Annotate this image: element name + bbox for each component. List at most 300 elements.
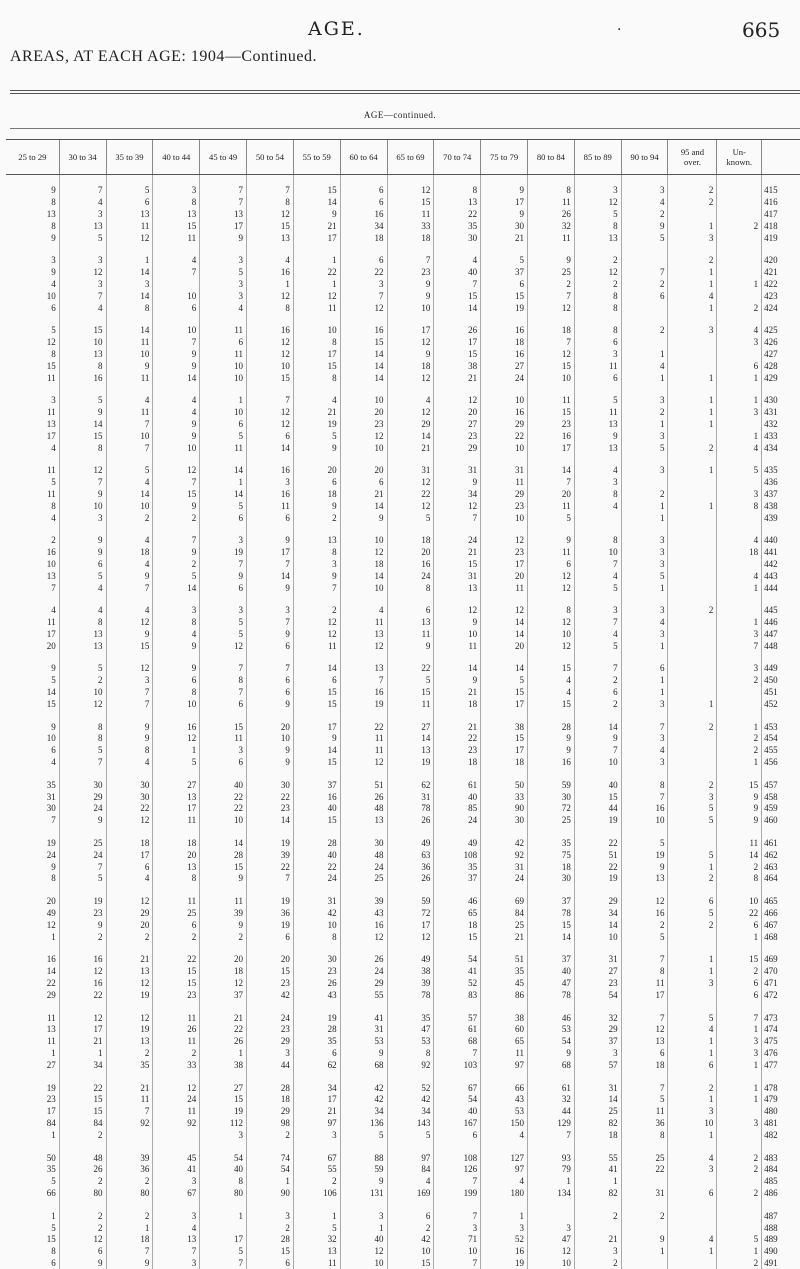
table-cell: 4 xyxy=(621,745,668,757)
table-cell: 7 xyxy=(153,535,200,547)
table-cell: 33 xyxy=(387,220,434,232)
table-cell: 40 xyxy=(434,267,481,279)
table-cell: 2 xyxy=(621,489,668,501)
table-cell: 7 xyxy=(200,687,247,699)
table-cell: 26 xyxy=(200,1036,247,1048)
table-row xyxy=(6,220,800,232)
table-cell: 5 xyxy=(527,512,574,524)
table-cell xyxy=(717,1129,762,1141)
table-cell: 1 xyxy=(527,1176,574,1188)
table-cell: 13 xyxy=(46,1024,56,1035)
table-cell: 18 xyxy=(434,919,481,931)
subtitle-rule xyxy=(10,128,800,129)
table-cell: 15 xyxy=(293,175,340,197)
table-cell: 13 xyxy=(340,663,387,675)
table-cell: 9 xyxy=(574,430,621,442)
table-cell: 74 xyxy=(247,1152,294,1164)
table-cell: 2 xyxy=(293,512,340,524)
row-number-cell: 459 xyxy=(762,803,800,815)
table-cell: 12 xyxy=(434,395,481,407)
table-cell: 15 xyxy=(387,197,434,209)
row-number-cell: 482 xyxy=(762,1129,800,1141)
table-cell: 12 xyxy=(247,407,294,419)
table-cell: 1 xyxy=(668,1036,717,1048)
table-cell: 8 xyxy=(574,535,621,547)
table-cell: 13 xyxy=(387,617,434,629)
table-cell: 4 xyxy=(106,873,153,885)
table-cell: 7 xyxy=(200,197,247,209)
table-cell: 30 xyxy=(106,791,153,803)
table-cell: 6 xyxy=(668,1188,717,1200)
table-cell: 5 xyxy=(153,757,200,769)
table-cell: 59 xyxy=(527,779,574,791)
table-cell: 13 xyxy=(200,209,247,221)
table-cell: 11 xyxy=(47,617,56,628)
table-cell: 50 xyxy=(481,779,528,791)
table-cell: 11 xyxy=(293,302,340,314)
row-number-cell: 420 xyxy=(762,255,800,267)
table-cell: 13 xyxy=(106,209,153,221)
table-cell: 9 xyxy=(717,803,762,815)
table-cell: 15 xyxy=(293,687,340,699)
table-cell: 12 xyxy=(340,931,387,943)
table-cell xyxy=(668,512,717,524)
table-cell: 7 xyxy=(106,687,153,699)
table-row xyxy=(6,1210,800,1222)
table-cell: 23 xyxy=(153,989,200,1001)
table-cell: 72 xyxy=(527,803,574,815)
table-cell: 18 xyxy=(574,1129,621,1141)
table-cell: 14 xyxy=(574,721,621,733)
table-cell: 7 xyxy=(153,337,200,349)
table-cell: 52 xyxy=(481,1234,528,1246)
table-cell: 14 xyxy=(527,931,574,943)
table-cell: 42 xyxy=(340,1082,387,1094)
table-cell xyxy=(668,617,717,629)
table-cell: 12 xyxy=(293,629,340,641)
table-cell: 23 xyxy=(481,500,528,512)
table-row xyxy=(6,966,800,978)
table-cell: 27 xyxy=(46,1059,56,1070)
table-cell: 3 xyxy=(717,1118,762,1130)
group-spacer xyxy=(6,524,800,535)
table-cell: 14 xyxy=(293,663,340,675)
table-cell: 8 xyxy=(153,617,200,629)
table-cell: 12 xyxy=(574,267,621,279)
table-cell: 12 xyxy=(59,465,106,477)
table-cell: 5 xyxy=(200,500,247,512)
table-cell: 2 xyxy=(106,931,153,943)
table-cell: 1 xyxy=(717,582,762,594)
table-cell: 57 xyxy=(574,1059,621,1071)
table-cell: 20 xyxy=(481,570,528,582)
table-cell: 17 xyxy=(293,232,340,244)
table-cell: 6 xyxy=(59,1246,106,1258)
table-cell: 14 xyxy=(481,663,528,675)
table-cell: 1 xyxy=(621,640,668,652)
table-cell: 35 xyxy=(46,779,56,790)
table-cell: 24 xyxy=(434,535,481,547)
table-cell: 33 xyxy=(153,1059,200,1071)
table-cell: 40 xyxy=(527,966,574,978)
table-row xyxy=(6,629,800,641)
table-cell: 18 xyxy=(434,698,481,710)
table-cell: 12 xyxy=(387,931,434,943)
table-cell: 150 xyxy=(481,1118,528,1130)
table-cell: 55 xyxy=(293,1164,340,1176)
table-cell: 22 xyxy=(434,209,481,221)
table-cell: 54 xyxy=(574,989,621,1001)
table-cell: 10 xyxy=(434,629,481,641)
table-cell: 4 xyxy=(387,1176,434,1188)
table-cell: 7 xyxy=(340,290,387,302)
table-cell: 30 xyxy=(527,791,574,803)
table-cell: 48 xyxy=(340,849,387,861)
table-cell: 134 xyxy=(527,1188,574,1200)
table-cell xyxy=(527,1210,574,1222)
row-number-cell: 478 xyxy=(762,1082,800,1094)
table-cell: 10 xyxy=(46,733,56,744)
table-cell: 3 xyxy=(621,559,668,571)
column-header: 40 to 44 xyxy=(153,140,200,175)
table-cell: 3 xyxy=(200,255,247,267)
table-cell: 14 xyxy=(200,465,247,477)
table-cell: 5 xyxy=(106,175,153,197)
table-cell: 5 xyxy=(717,465,762,477)
table-cell: 36 xyxy=(106,1164,153,1176)
table-cell: 9 xyxy=(621,220,668,232)
table-cell: 71 xyxy=(434,1234,481,1246)
table-cell: 17 xyxy=(621,989,668,1001)
table-cell: 112 xyxy=(200,1118,247,1130)
table-cell: 3 xyxy=(668,978,717,990)
table-cell: 8 xyxy=(247,302,294,314)
table-cell: 4 xyxy=(153,395,200,407)
table-cell: 6 xyxy=(153,675,200,687)
table-cell: 1 xyxy=(621,675,668,687)
table-cell: 39 xyxy=(387,978,434,990)
table-cell: 2 xyxy=(574,1258,621,1269)
table-cell: 43 xyxy=(481,1094,528,1106)
table-cell: 10 xyxy=(527,1258,574,1269)
row-number-cell: 452 xyxy=(762,698,800,710)
table-cell: 17 xyxy=(293,721,340,733)
table-cell: 4 xyxy=(668,1152,717,1164)
table-cell: 16 xyxy=(621,908,668,920)
table-cell: 61 xyxy=(527,1082,574,1094)
column-header: 65 to 69 xyxy=(387,140,434,175)
table-cell: 13 xyxy=(340,629,387,641)
table-cell: 34 xyxy=(293,1082,340,1094)
table-cell: 1 xyxy=(668,1246,717,1258)
table-row xyxy=(6,791,800,803)
table-cell: 32 xyxy=(574,1012,621,1024)
table-cell: 9 xyxy=(293,442,340,454)
table-cell: 9 xyxy=(527,745,574,757)
row-number-cell: 456 xyxy=(762,757,800,769)
table-cell: 2 xyxy=(59,675,106,687)
table-cell: 6 xyxy=(621,290,668,302)
table-cell xyxy=(668,209,717,221)
table-cell: 9 xyxy=(717,815,762,827)
table-cell: 2 xyxy=(717,1164,762,1176)
table-cell: 2 xyxy=(574,698,621,710)
table-cell: 35 xyxy=(293,1036,340,1048)
table-cell: 19 xyxy=(46,1082,56,1093)
table-cell: 26 xyxy=(293,978,340,990)
table-cell: 9 xyxy=(59,535,106,547)
table-cell: 11 xyxy=(200,896,247,908)
column-header: 45 to 49 xyxy=(200,140,247,175)
table-cell: 4 xyxy=(527,675,574,687)
table-cell: 3 xyxy=(153,605,200,617)
table-cell: 54 xyxy=(247,1164,294,1176)
table-cell: 29 xyxy=(59,791,106,803)
table-cell: 12 xyxy=(59,698,106,710)
table-cell: 16 xyxy=(46,954,56,965)
table-cell: 1 xyxy=(668,407,717,419)
table-cell xyxy=(668,535,717,547)
table-cell: 30 xyxy=(434,232,481,244)
table-cell: 18 xyxy=(340,559,387,571)
table-cell: 17 xyxy=(200,220,247,232)
table-cell: 3 xyxy=(59,279,106,291)
table-cell: 167 xyxy=(434,1118,481,1130)
table-cell: 2 xyxy=(717,733,762,745)
table-cell: 11 xyxy=(106,407,153,419)
table-cell: 5 xyxy=(574,640,621,652)
table-cell: 50 xyxy=(46,1152,56,1163)
table-cell: 9 xyxy=(293,733,340,745)
table-cell xyxy=(668,629,717,641)
table-cell: 9 xyxy=(59,1258,106,1269)
table-cell: 6 xyxy=(293,675,340,687)
table-cell: 6 xyxy=(621,1048,668,1060)
table-cell: 19 xyxy=(340,698,387,710)
table-row xyxy=(6,931,800,943)
table-cell: 2 xyxy=(106,1048,153,1060)
table-cell: 12 xyxy=(106,1012,153,1024)
table-cell: 12 xyxy=(527,349,574,361)
table-cell: 5 xyxy=(59,745,106,757)
table-cell: 17 xyxy=(481,559,528,571)
table-cell: 42 xyxy=(387,1094,434,1106)
table-cell: 11 xyxy=(387,629,434,641)
table-cell: 34 xyxy=(59,1059,106,1071)
table-cell: 1 xyxy=(717,617,762,629)
table-cell: 4 xyxy=(387,395,434,407)
table-cell: 11 xyxy=(153,1012,200,1024)
row-number-cell: 487 xyxy=(762,1210,800,1222)
table-cell: 127 xyxy=(481,1152,528,1164)
table-cell xyxy=(621,1222,668,1234)
table-cell: 12 xyxy=(59,966,106,978)
table-cell xyxy=(668,430,717,442)
table-cell: 18 xyxy=(527,861,574,873)
table-cell: 10 xyxy=(59,500,106,512)
table-cell: 9 xyxy=(340,1176,387,1188)
table-cell: 3 xyxy=(59,512,106,524)
table-cell: 5 xyxy=(481,255,528,267)
table-cell: 25 xyxy=(59,838,106,850)
table-cell: 29 xyxy=(434,442,481,454)
table-cell: 78 xyxy=(527,989,574,1001)
table-cell: 3 xyxy=(621,698,668,710)
table-cell: 3 xyxy=(247,1048,294,1060)
table-cell: 12 xyxy=(621,896,668,908)
table-cell: 25 xyxy=(527,267,574,279)
table-cell xyxy=(621,302,668,314)
table-cell: 9 xyxy=(621,1234,668,1246)
row-number-cell: 485 xyxy=(762,1176,800,1188)
table-cell: 13 xyxy=(574,442,621,454)
table-cell: 16 xyxy=(481,325,528,337)
table-cell: 9 xyxy=(340,1048,387,1060)
table-cell: 18 xyxy=(387,360,434,372)
table-cell: 9 xyxy=(387,640,434,652)
table-cell: 10 xyxy=(481,395,528,407)
table-cell: 9 xyxy=(59,407,106,419)
table-cell: 28 xyxy=(293,1024,340,1036)
table-cell: 2 xyxy=(668,175,717,197)
table-row xyxy=(6,675,800,687)
table-cell: 26 xyxy=(153,1024,200,1036)
table-cell: 15 xyxy=(434,931,481,943)
running-head-left: AREAS, AT EACH AGE: 1904—Continued. xyxy=(10,48,317,65)
table-cell: 1 xyxy=(621,372,668,384)
table-cell: 14 xyxy=(106,267,153,279)
table-cell: 2 xyxy=(717,675,762,687)
table-cell: 19 xyxy=(106,1024,153,1036)
table-cell: 2 xyxy=(153,1048,200,1060)
table-cell: 41 xyxy=(434,966,481,978)
table-cell: 4 xyxy=(717,325,762,337)
table-cell: 25 xyxy=(481,919,528,931)
table-cell: 68 xyxy=(527,1059,574,1071)
table-cell: 1 xyxy=(247,279,294,291)
table-cell: 2 xyxy=(153,931,200,943)
table-cell: 15 xyxy=(153,220,200,232)
table-cell: 9 xyxy=(481,175,528,197)
table-cell: 10 xyxy=(293,325,340,337)
table-cell: 29 xyxy=(247,1036,294,1048)
table-cell: 2 xyxy=(59,1210,106,1222)
column-header: 55 to 59 xyxy=(293,140,340,175)
table-row xyxy=(6,1188,800,1200)
table-cell xyxy=(717,1106,762,1118)
table-cell: 32 xyxy=(527,220,574,232)
table-cell: 10 xyxy=(340,1258,387,1269)
table-cell: 13 xyxy=(293,535,340,547)
table-cell: 54 xyxy=(200,1152,247,1164)
table-cell: 11 xyxy=(527,232,574,244)
row-number-cell: 460 xyxy=(762,815,800,827)
table-cell: 31 xyxy=(293,896,340,908)
table-cell: 9 xyxy=(574,733,621,745)
table-cell: 15 xyxy=(387,687,434,699)
table-cell: 6 xyxy=(200,512,247,524)
table-cell: 33 xyxy=(481,791,528,803)
table-cell: 84 xyxy=(46,1117,56,1128)
table-cell: 11 xyxy=(574,360,621,372)
row-number-cell: 432 xyxy=(762,419,800,431)
table-cell: 42 xyxy=(340,1094,387,1106)
column-header: 50 to 54 xyxy=(247,140,294,175)
row-number-cell: 473 xyxy=(762,1012,800,1024)
table-cell: 11 xyxy=(153,1036,200,1048)
table-cell: 11 xyxy=(481,477,528,489)
table-cell: 23 xyxy=(247,978,294,990)
table-cell: 61 xyxy=(434,779,481,791)
table-cell: 14 xyxy=(527,465,574,477)
table-cell: 12 xyxy=(153,465,200,477)
table-cell: 12 xyxy=(621,1024,668,1036)
row-number-cell: 465 xyxy=(762,896,800,908)
table-cell: 7 xyxy=(51,582,56,593)
table-cell: 11 xyxy=(200,325,247,337)
table-cell: 39 xyxy=(106,1152,153,1164)
table-cell: 12 xyxy=(106,978,153,990)
table-cell: 13 xyxy=(153,861,200,873)
table-cell: 29 xyxy=(247,1106,294,1118)
table-cell: 4 xyxy=(106,395,153,407)
row-number-cell: 446 xyxy=(762,617,800,629)
column-header xyxy=(762,140,800,175)
table-cell: 4 xyxy=(51,757,56,768)
table-cell: 16 xyxy=(59,978,106,990)
table-cell: 15 xyxy=(247,220,294,232)
table-cell: 8 xyxy=(574,220,621,232)
table-cell: 4 xyxy=(51,512,56,523)
table-cell: 2 xyxy=(717,1258,762,1269)
table-cell: 7 xyxy=(434,1210,481,1222)
table-cell: 22 xyxy=(481,430,528,442)
table-row xyxy=(6,687,800,699)
table-cell: 28 xyxy=(247,1082,294,1094)
table-cell: 131 xyxy=(340,1188,387,1200)
table-cell: 2 xyxy=(153,512,200,524)
table-cell: 11 xyxy=(481,1048,528,1060)
table-cell: 9 xyxy=(106,570,153,582)
running-head-dot: · xyxy=(617,22,622,38)
table-cell: 10 xyxy=(106,500,153,512)
table-cell: 20 xyxy=(527,489,574,501)
table-cell: 14 xyxy=(434,663,481,675)
table-cell: 13 xyxy=(59,629,106,641)
table-cell: 60 xyxy=(481,1024,528,1036)
table-row xyxy=(6,570,800,582)
table-cell: 10 xyxy=(153,325,200,337)
table-cell: 79 xyxy=(527,1164,574,1176)
table-cell: 3 xyxy=(200,290,247,302)
table-cell: 14 xyxy=(434,302,481,314)
table-cell: 6 xyxy=(527,559,574,571)
running-head-center: AGE. xyxy=(308,18,365,40)
table-cell: 12 xyxy=(434,605,481,617)
column-header: 70 to 74 xyxy=(434,140,481,175)
table-cell: 22 xyxy=(59,989,106,1001)
table-cell: 5 xyxy=(200,1246,247,1258)
table-cell: 66 xyxy=(46,1187,56,1198)
table-cell: 1 xyxy=(668,698,717,710)
table-cell: 1 xyxy=(668,419,717,431)
table-cell: 5 xyxy=(51,1222,56,1233)
table-cell: 3 xyxy=(621,733,668,745)
table-cell: 6 xyxy=(717,989,762,1001)
table-cell: 11 xyxy=(717,838,762,850)
row-number-cell: 448 xyxy=(762,640,800,652)
table-cell: 11 xyxy=(47,465,56,476)
